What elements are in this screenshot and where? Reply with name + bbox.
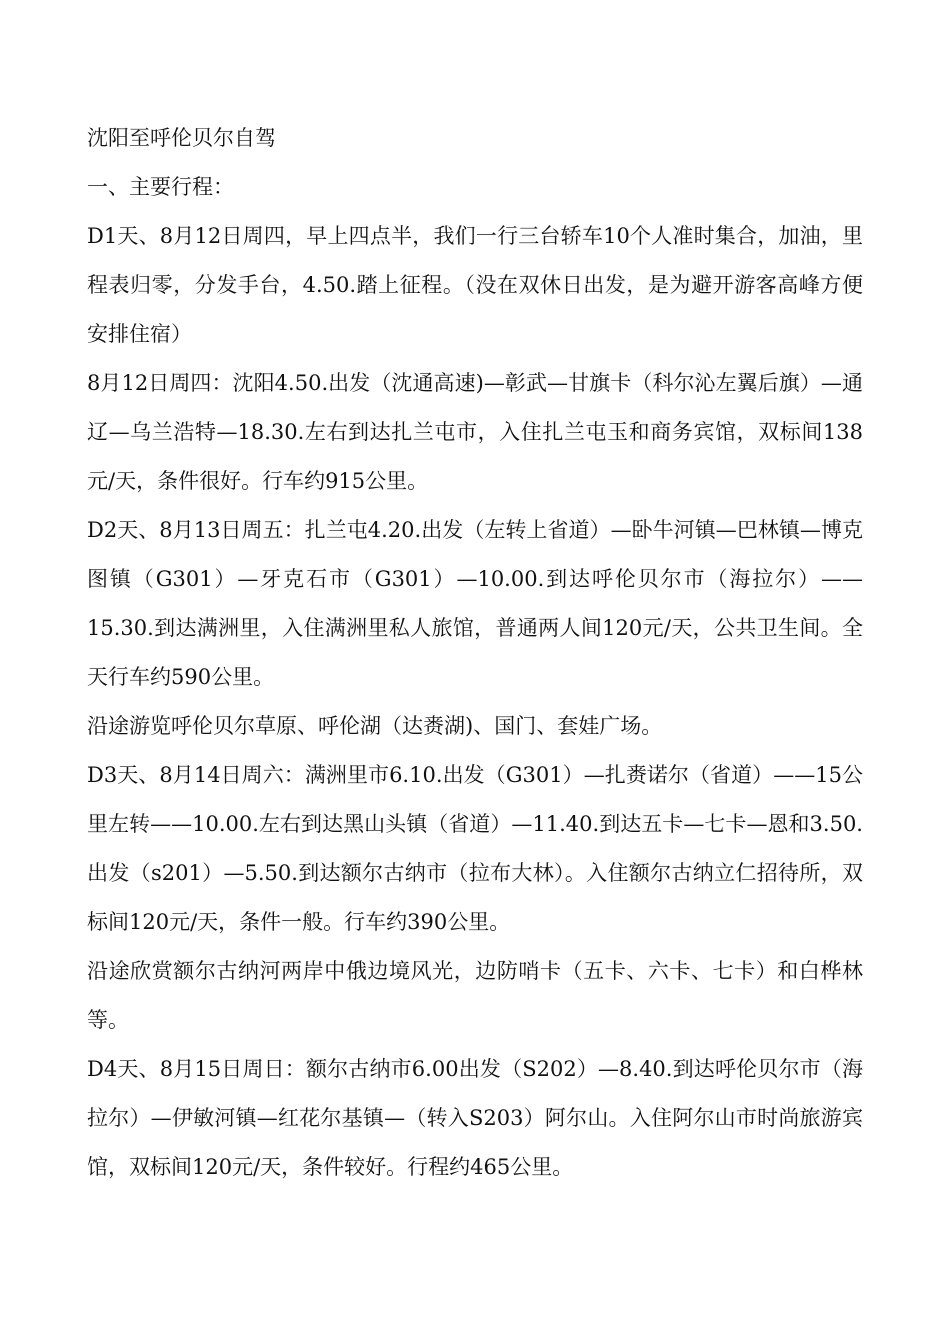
paragraph-day2-route: D2天、8月13日周五：扎兰屯4.20.出发（左转上省道）—卧牛河镇—巴林镇—博克图镇（G301）—牙克石市（G301）—10.00.到达呼伦贝尔市（海拉尔）——15.30.到达满洲里，入住满洲里私人旅馆，普通两人间120元/天，公共卫生间。全天行车约590公里。 (87, 518, 863, 689)
paragraph-day1-route: 8月12日周四：沈阳4.50.出发（沈通高速)—彰武—甘旗卡（科尔沁左翼后旗）—通辽—乌兰浩特—18.30.左右到达扎兰屯市，入住扎兰屯玉和商务宾馆，双标间138元/天，条件很好。行车约915公里。 (87, 371, 863, 493)
paragraph-day4-route: D4天、8月15日周日：额尔古纳市6.00出发（S202）—8.40.到达呼伦贝尔市（海拉尔）—伊敏河镇—红花尔基镇—（转入S203）阿尔山。入住阿尔山市时尚旅游宾馆，双标间120元/天，条件较好。行程约465公里。 (87, 1057, 863, 1179)
paragraph-day3-route: D3天、8月14日周六：满洲里市6.10.出发（G301）—扎赉诺尔（省道）——15公里左转——10.00.左右到达黑山头镇（省道）—11.40.到达五卡—七卡—恩和3.50.出发（s201）—5.50.到达额尔古纳市（拉布大林）。入住额尔古纳立仁招待所，双标间120元/天，条件一般。行车约390公里。 (87, 763, 863, 934)
paragraph-day2-sights: 沿途游览呼伦贝尔草原、呼伦湖（达赉湖)、国门、套娃广场。 (87, 714, 663, 738)
paragraph-day3-sights: 沿途欣赏额尔古纳河两岸中俄边境风光，边防哨卡（五卡、六卡、七卡）和白桦林等。 (87, 959, 863, 1032)
section-heading: 一、主要行程： (87, 175, 234, 199)
document-body (87, 114, 863, 1192)
document-title: 沈阳至呼伦贝尔自驾 (87, 126, 276, 150)
paragraph-day1-intro: D1天、8月12日周四，早上四点半，我们一行三台轿车10个人准时集合，加油，里程表归零，分发手台，4.50.踏上征程。（没在双休日出发，是为避开游客高峰方便安排住宿） (87, 224, 863, 346)
